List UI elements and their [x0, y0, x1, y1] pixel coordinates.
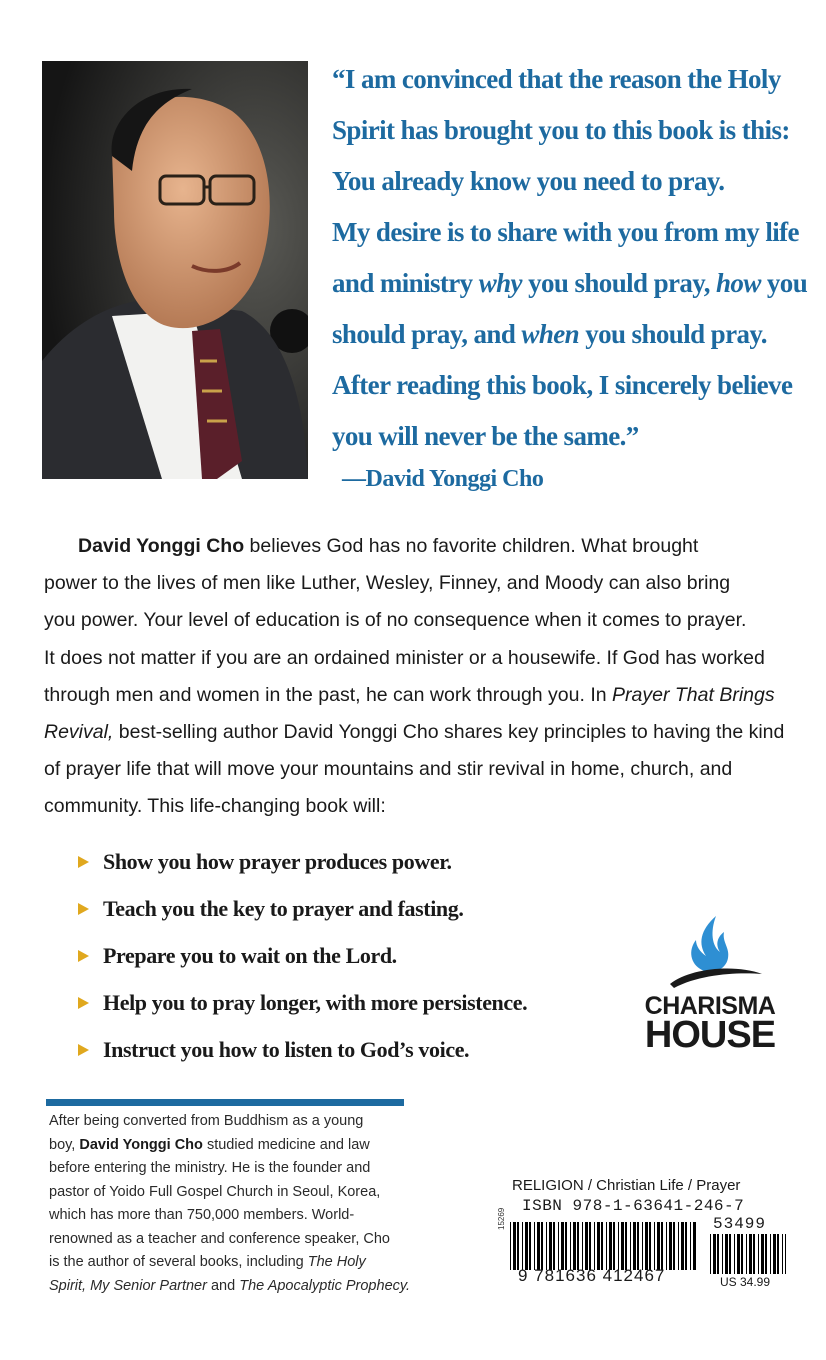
- barcode-bar: [570, 1222, 571, 1270]
- quote-line: After reading this book, I sincerely believe: [332, 370, 793, 400]
- barcode-bar: [770, 1234, 771, 1274]
- barcode-bar: [753, 1234, 755, 1274]
- barcode-bar: [621, 1222, 624, 1270]
- barcode-bar: [541, 1222, 543, 1270]
- description-line: power to the lives of men like Luther, Wesley, Finney, and Moody can also bring: [44, 572, 731, 595]
- barcode-bar: [637, 1222, 639, 1270]
- barcode-bar: [606, 1222, 607, 1270]
- barcode-bar: [710, 1234, 711, 1274]
- item-code: 15269: [497, 1207, 506, 1230]
- barcode-bar: [510, 1222, 511, 1270]
- description-line: you power. Your level of education is of no consequence when it comes to prayer.: [44, 609, 747, 632]
- barcode-bar: [565, 1222, 567, 1270]
- author-portrait-illustration: [42, 61, 308, 479]
- isbn: ISBN 978-1-63641-246-7: [522, 1197, 745, 1215]
- description-line: It does not matter if you are an ordained minister or a housewife. If God has worked: [44, 646, 765, 669]
- barcode-bar: [525, 1222, 528, 1270]
- barcode-bar: [773, 1234, 776, 1274]
- barcode-bar: [546, 1222, 547, 1270]
- barcode-bar: [589, 1222, 591, 1270]
- book-description: [44, 528, 784, 826]
- description-line: through men and women in the past, he can work through you. In Prayer That Brings: [44, 683, 775, 706]
- barcode-bar: [729, 1234, 731, 1274]
- barcode-bar: [582, 1222, 583, 1270]
- barcode-bar: [577, 1222, 579, 1270]
- quote-line: “I am convinced that the reason the Holy: [332, 64, 781, 94]
- price: US 34.99: [720, 1275, 771, 1289]
- barcode-bar: [758, 1234, 759, 1274]
- barcode-bar: [553, 1222, 555, 1270]
- list-item: Prepare you to wait on the Lord.: [78, 932, 618, 979]
- barcode-bar: [782, 1234, 783, 1274]
- barcode-bar: [654, 1222, 655, 1270]
- barcode-bar: [645, 1222, 648, 1270]
- bio-line: before entering the ministry. He is the founder and: [49, 1160, 371, 1176]
- quote-line: should pray, and when you should pray.: [332, 319, 767, 349]
- quote-line: you will never be the same.”: [332, 421, 639, 451]
- publisher-name-line1: CHARISMA: [644, 992, 776, 1020]
- barcode-bar: [649, 1222, 651, 1270]
- isbn-barcode: [510, 1222, 696, 1270]
- barcode-bar: [625, 1222, 627, 1270]
- barcode-bar: [661, 1222, 663, 1270]
- barcode-bar: [618, 1222, 619, 1270]
- triangle-bullet-icon: [78, 903, 89, 915]
- quote-line: and ministry why you should pray, how you: [332, 268, 808, 298]
- barcode-bar: [573, 1222, 576, 1270]
- barcode-bar: [765, 1234, 767, 1274]
- barcode-bar: [734, 1234, 735, 1274]
- bio-line: Spirit, My Senior Partner and The Apocalyptic Prophecy.: [49, 1277, 411, 1294]
- barcode-bar: [737, 1234, 740, 1274]
- barcode-bar: [746, 1234, 747, 1274]
- feature-list: [78, 838, 618, 1073]
- description-line: of prayer life that will move your mountains and stir revival in home, church, and: [44, 758, 733, 781]
- barcode-bar: [741, 1234, 743, 1274]
- barcode-bar: [534, 1222, 535, 1270]
- bio-line: is the author of several books, including The Holy: [49, 1254, 366, 1270]
- publisher-logo: [640, 912, 780, 1062]
- barcode-bar: [669, 1222, 672, 1270]
- barcode-bar: [717, 1234, 719, 1274]
- description-line: community. This life-changing book will:: [44, 795, 386, 818]
- publisher-name-line2: HOUSE: [644, 1014, 776, 1056]
- barcode-bar: [673, 1222, 675, 1270]
- bio-line: which has more than 750,000 members. World-: [49, 1207, 355, 1223]
- barcode-bar: [561, 1222, 564, 1270]
- author-photo: [42, 61, 308, 479]
- barcode-bar: [594, 1222, 595, 1270]
- bio-divider: [46, 1099, 404, 1106]
- author-bio: [49, 1110, 409, 1298]
- barcode-bar: [681, 1222, 684, 1270]
- barcode-bar: [537, 1222, 540, 1270]
- barcode-bar: [585, 1222, 588, 1270]
- pull-quote: [332, 54, 808, 462]
- barcode-bar: [601, 1222, 603, 1270]
- list-item: Instruct you how to listen to God’s voice.: [78, 1026, 618, 1073]
- barcode-bar: [685, 1222, 687, 1270]
- bio-line: pastor of Yoido Full Gospel Church in Seoul, Korea,: [49, 1183, 381, 1200]
- barcode-bar: [517, 1222, 519, 1270]
- barcode-bar: [713, 1234, 716, 1274]
- barcode-bar: [549, 1222, 552, 1270]
- bio-line: renowned as a teacher and conference speaker, Cho: [49, 1230, 390, 1247]
- list-item: Teach you the key to prayer and fasting.: [78, 885, 618, 932]
- barcode-bar: [678, 1222, 679, 1270]
- price-code: 53499: [713, 1215, 767, 1233]
- list-item: Help you to pray longer, with more persistence.: [78, 979, 618, 1026]
- triangle-bullet-icon: [78, 1044, 89, 1056]
- list-item: Show you how prayer produces power.: [78, 838, 618, 885]
- quote-line: You already know you need to pray.: [332, 166, 725, 196]
- barcode-bar: [657, 1222, 660, 1270]
- barcode-bar: [613, 1222, 615, 1270]
- barcode-bar: [722, 1234, 723, 1274]
- barcode-bar: [522, 1222, 523, 1270]
- description-line: Revival, best-selling author David Yonggi Cho shares key principles to having the kind: [44, 721, 785, 744]
- bio-line: After being converted from Buddhism as a young: [49, 1113, 364, 1129]
- barcode-bar: [597, 1222, 600, 1270]
- barcode-bar: [609, 1222, 612, 1270]
- barcode-bar: [761, 1234, 764, 1274]
- price-barcode: [710, 1234, 786, 1274]
- barcode-bar: [558, 1222, 559, 1270]
- barcode-bar: [785, 1234, 786, 1274]
- barcode-bar: [513, 1222, 516, 1270]
- quote-attribution: —David Yonggi Cho: [342, 466, 544, 492]
- barcode-bar: [777, 1234, 779, 1274]
- quote-line: Spirit has brought you to this book is this:: [332, 115, 790, 145]
- barcode-bar: [630, 1222, 631, 1270]
- triangle-bullet-icon: [78, 997, 89, 1009]
- barcode-bar: [529, 1222, 531, 1270]
- triangle-bullet-icon: [78, 950, 89, 962]
- book-category: RELIGION / Christian Life / Prayer: [512, 1177, 741, 1194]
- flame-icon: [640, 912, 780, 992]
- barcode-bar: [693, 1222, 696, 1270]
- barcode-bar: [690, 1222, 691, 1270]
- barcode-bar: [749, 1234, 752, 1274]
- barcode-bar: [725, 1234, 728, 1274]
- triangle-bullet-icon: [78, 856, 89, 868]
- barcode-bar: [633, 1222, 636, 1270]
- description-line: David Yonggi Cho believes God has no favorite children. What brought: [78, 535, 699, 557]
- barcode-number: 9 781636 412467: [518, 1266, 666, 1285]
- barcode-bar: [666, 1222, 667, 1270]
- quote-line: My desire is to share with you from my life: [332, 217, 799, 247]
- bio-line: boy, David Yonggi Cho studied medicine and law: [49, 1136, 370, 1153]
- barcode-bar: [642, 1222, 643, 1270]
